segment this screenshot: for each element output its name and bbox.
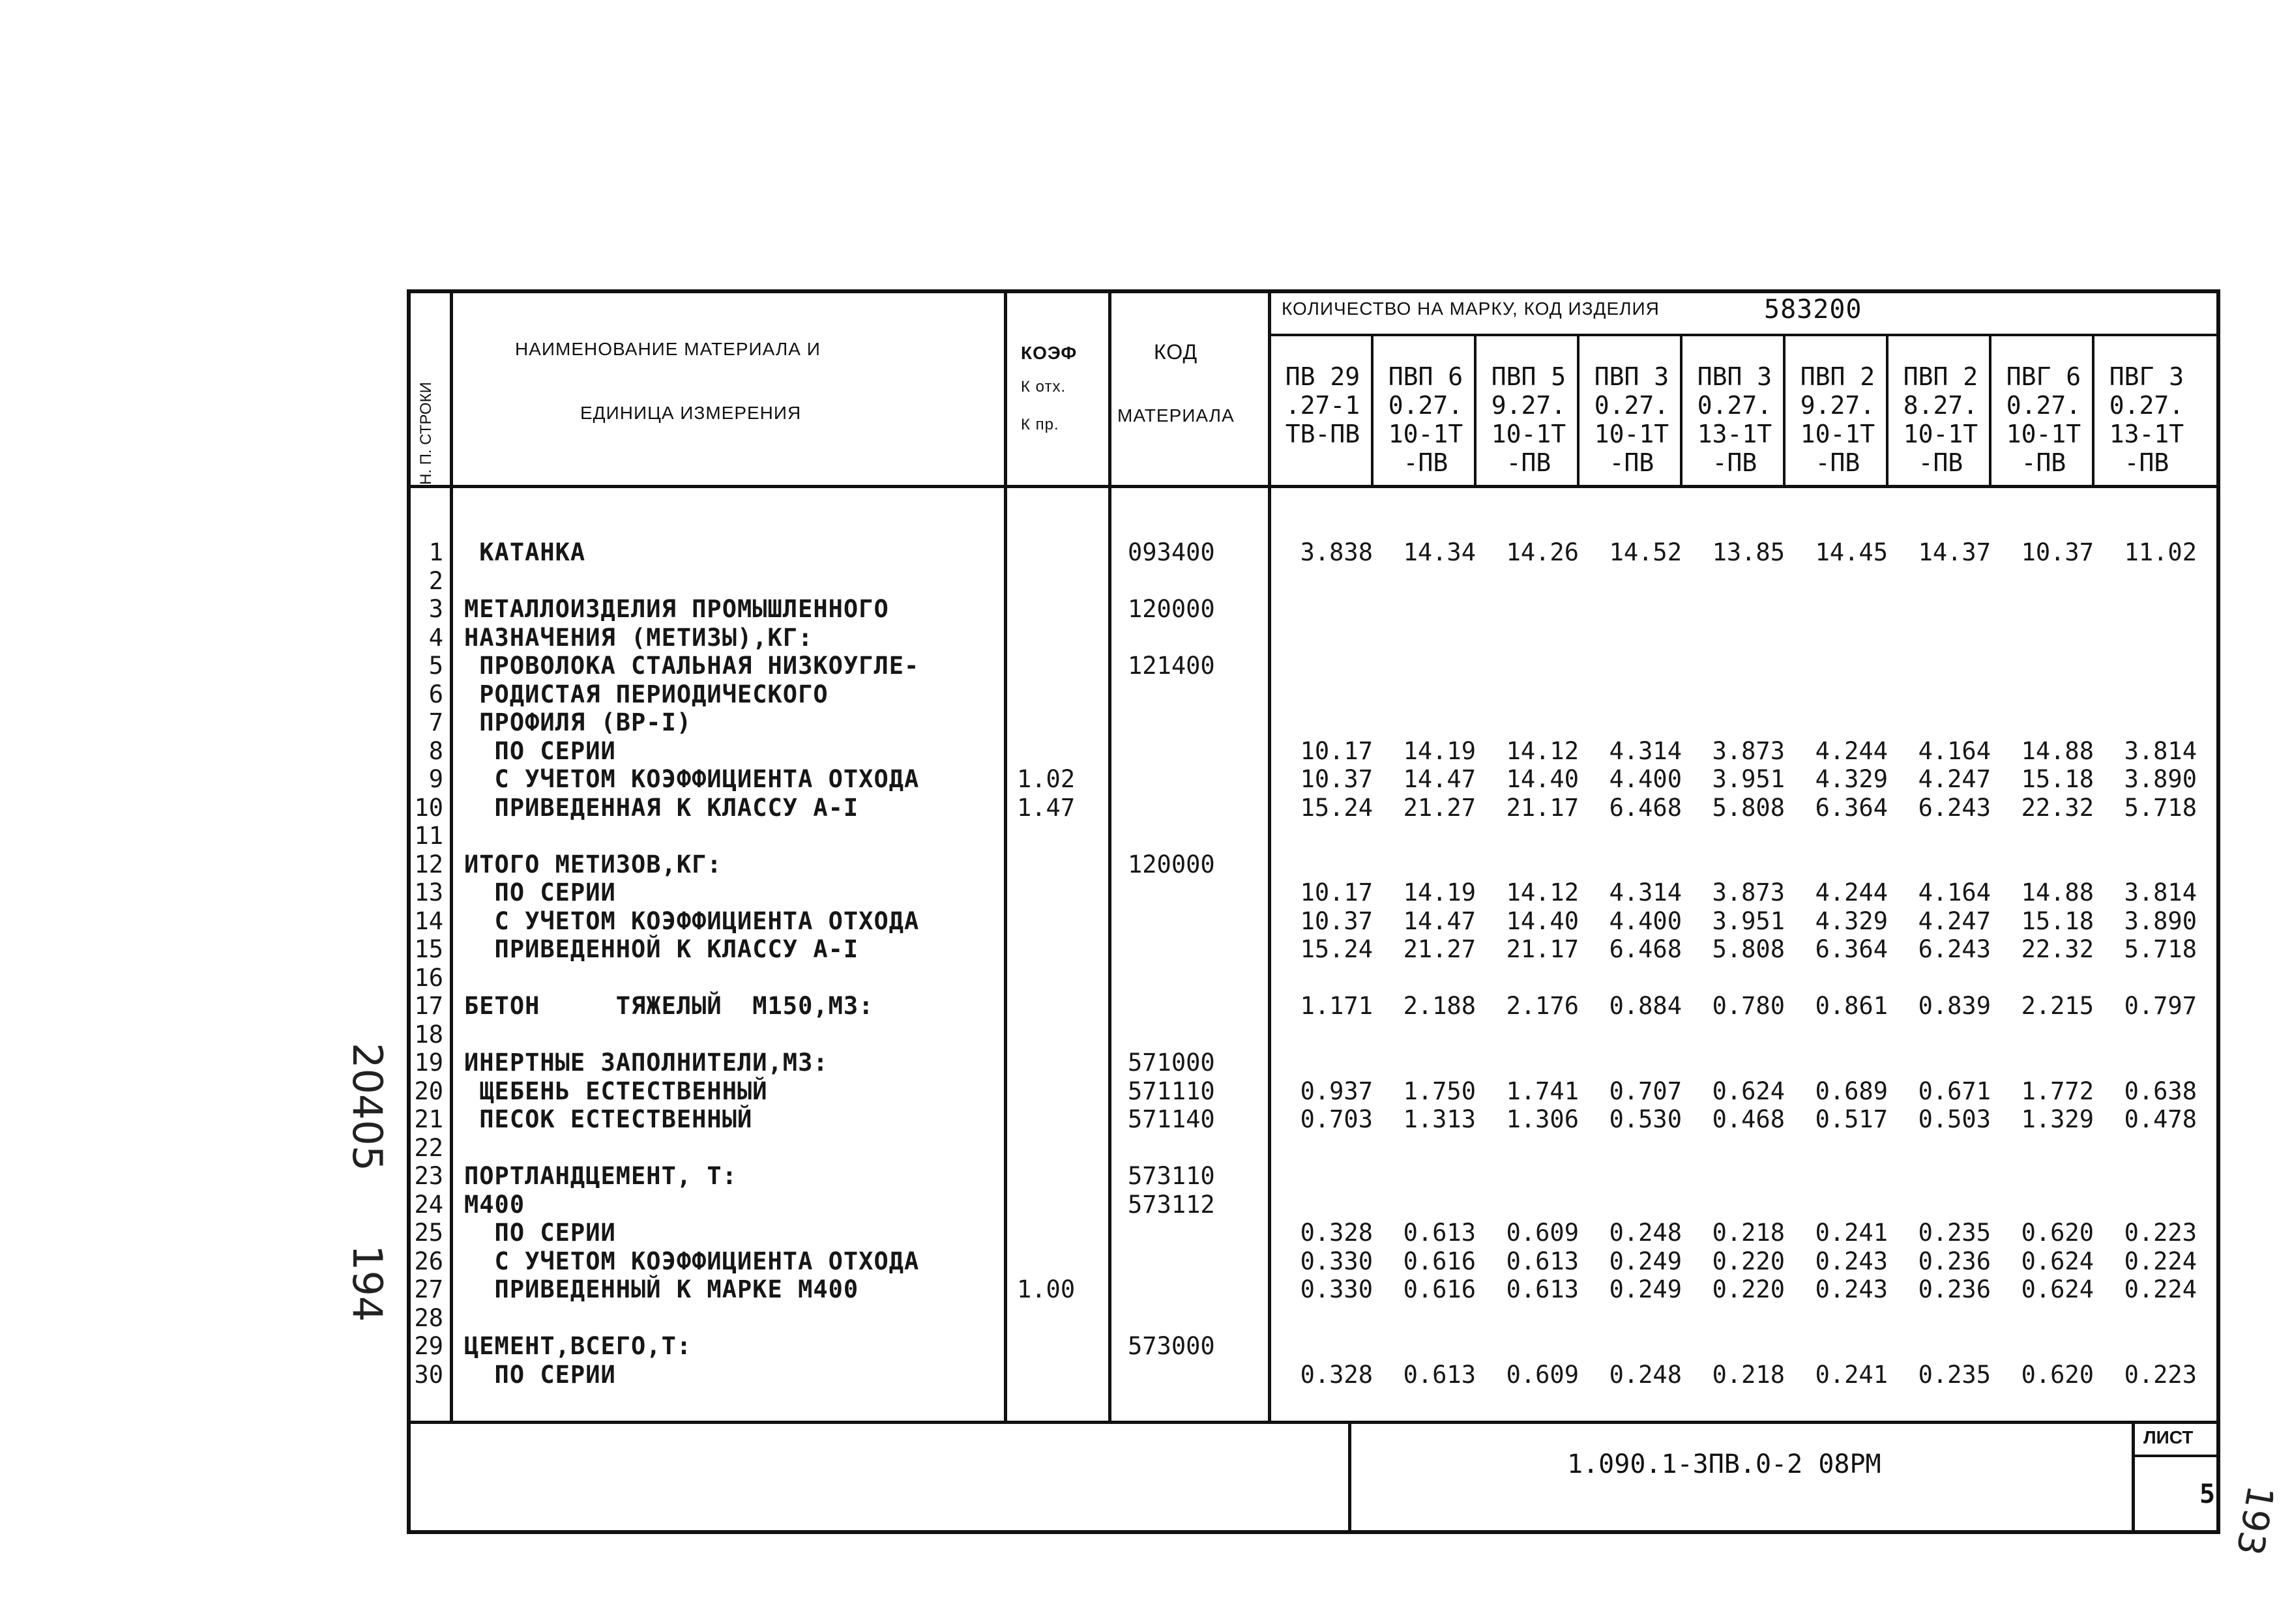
row-number: 17 — [414, 992, 443, 1020]
quantity-cell: 0.218 — [1712, 1219, 1785, 1247]
quantity-cell: 1.750 — [1403, 1077, 1476, 1105]
column-header-line: 10-1Т — [1800, 420, 1875, 448]
row-number: 14 — [414, 907, 443, 935]
quantity-cell: 0.249 — [1609, 1247, 1682, 1275]
quantity-cell: 0.624 — [1712, 1077, 1785, 1105]
row-number: 11 — [414, 822, 443, 850]
divider — [1268, 334, 2220, 336]
table-row — [0, 907, 2292, 936]
row-number: 22 — [414, 1134, 443, 1162]
row-number: 16 — [414, 964, 443, 992]
material-code: 121400 — [1128, 652, 1215, 680]
material-name: РОДИСТАЯ ПЕРИОДИЧЕСКОГО — [464, 680, 829, 708]
column-header-line: 9.27. — [1491, 391, 1566, 420]
quantity-cell: 10.37 — [2021, 538, 2094, 566]
row-number: 1 — [428, 538, 443, 566]
column-header — [2095, 362, 2198, 477]
quantity-cell: 10.17 — [1300, 878, 1373, 906]
divider — [407, 485, 2220, 488]
quantity-cell: 3.951 — [1712, 907, 1785, 935]
column-header-line: 0.27. — [1697, 391, 1772, 420]
sheet-number: 5 — [2199, 1479, 2216, 1509]
column-header-line: 10-1Т — [1903, 420, 1978, 448]
quantity-cell: 0.503 — [1918, 1105, 1991, 1133]
quantity-cell: 14.47 — [1403, 765, 1476, 793]
quantity-cell: 15.24 — [1300, 935, 1373, 963]
material-name: БЕТОН ТЯЖЕЛЫЙ М150,М3: — [464, 992, 874, 1020]
table-row — [0, 850, 2292, 879]
material-name: М400 — [464, 1191, 525, 1219]
material-name: ПОРТЛАНДЦЕМЕНТ, Т: — [464, 1162, 737, 1190]
coefficient: 1.47 — [1017, 794, 1076, 822]
quantity-cell: 21.17 — [1506, 794, 1579, 822]
quantity-cell: 0.478 — [2124, 1105, 2197, 1133]
quantity-cell: 0.839 — [1918, 992, 1991, 1020]
column-header — [1477, 362, 1580, 477]
quantity-cell: 6.364 — [1815, 794, 1888, 822]
quantity-cell: 22.32 — [2021, 794, 2094, 822]
quantity-cell: 6.243 — [1918, 935, 1991, 963]
quantity-cell: 6.243 — [1918, 794, 1991, 822]
column-header-line: 10-1Т — [1594, 420, 1669, 448]
coefficient: 1.00 — [1017, 1275, 1076, 1303]
quantity-cell: 0.248 — [1609, 1219, 1682, 1247]
column-header-line: 0.27. — [2006, 391, 2081, 420]
material-name: ЦЕМЕНТ,ВСЕГО,Т: — [464, 1332, 692, 1360]
table-row — [0, 624, 2292, 652]
material-name: МЕТАЛЛОИЗДЕЛИЯ ПРОМЫШЛЕННОГО — [464, 595, 889, 623]
row-number: 7 — [428, 708, 443, 736]
column-header-line: -ПВ — [1815, 448, 1860, 477]
quantity-cell: 14.88 — [2021, 878, 2094, 906]
quantity-cell: 1.772 — [2021, 1077, 2094, 1105]
column-header-line: ПВГ 3 — [2109, 362, 2184, 391]
coefficient: 1.02 — [1017, 765, 1076, 793]
material-name: ПО СЕРИИ — [464, 1219, 616, 1247]
row-number: 4 — [428, 624, 443, 652]
quantity-cell: 14.40 — [1506, 907, 1579, 935]
quantity-cell: 14.47 — [1403, 907, 1476, 935]
column-header-line: -ПВ — [1506, 448, 1551, 477]
table-row — [0, 935, 2292, 964]
quantity-cell: 0.235 — [1918, 1361, 1991, 1389]
quantity-cell: 4.400 — [1609, 765, 1682, 793]
column-header-line: 10-1Т — [1491, 420, 1566, 448]
material-name: С УЧЕТОМ КОЭФФИЦИЕНТА ОТХОДА — [464, 907, 920, 935]
quantity-cell: 14.52 — [1609, 538, 1682, 566]
quantity-cell: 0.224 — [2124, 1247, 2197, 1275]
quantity-cell: 5.808 — [1712, 794, 1785, 822]
table-row — [0, 652, 2292, 680]
code-header-line2: МАТЕРИАЛА — [1117, 405, 1235, 426]
column-header-line: 0.27. — [1388, 391, 1463, 420]
coef-header-line1: КОЭФ — [1021, 343, 1078, 363]
product-code: 583200 — [1764, 295, 1862, 325]
column-header-line: -ПВ — [1609, 448, 1654, 477]
quantity-cell: 1.171 — [1300, 992, 1373, 1020]
quantity-cell: 1.329 — [2021, 1105, 2094, 1133]
material-code: 120000 — [1128, 850, 1215, 878]
row-number: 28 — [414, 1304, 443, 1332]
table-row — [0, 878, 2292, 907]
material-name: НАЗНАЧЕНИЯ (МЕТИЗЫ),КГ: — [464, 624, 814, 652]
quantity-cell: 15.18 — [2021, 765, 2094, 793]
material-name: ПЕСОК ЕСТЕСТВЕННЫЙ — [464, 1105, 753, 1133]
quantity-cell: 14.40 — [1506, 765, 1579, 793]
coef-header-line3: К пр. — [1021, 416, 1059, 433]
quantity-cell: 14.34 — [1403, 538, 1476, 566]
quantity-cell: 2.215 — [2021, 992, 2094, 1020]
row-number: 9 — [428, 765, 443, 793]
quantity-cell: 15.18 — [2021, 907, 2094, 935]
quantity-cell: 4.247 — [1918, 907, 1991, 935]
material-name: КАТАНКА — [464, 538, 586, 566]
quantity-cell: 0.517 — [1815, 1105, 1888, 1133]
row-number: 26 — [414, 1247, 443, 1275]
quantity-cell: 0.241 — [1815, 1361, 1888, 1389]
table-row — [0, 765, 2292, 794]
material-name: ПО СЕРИИ — [464, 1361, 616, 1389]
column-header-line: 0.27. — [2109, 391, 2184, 420]
row-number: 18 — [414, 1021, 443, 1049]
quantity-cell: 3.814 — [2124, 878, 2197, 906]
quantity-cell: 0.249 — [1609, 1275, 1682, 1303]
column-header-line: ПВП 3 — [1594, 362, 1669, 391]
quantity-cell: 0.223 — [2124, 1219, 2197, 1247]
table-row — [0, 1191, 2292, 1219]
quantity-cell: 3.951 — [1712, 765, 1785, 793]
divider — [2132, 1421, 2135, 1534]
material-code: 571110 — [1128, 1077, 1215, 1105]
material-name: ПРИВЕДЕННАЯ К КЛАССУ А-I — [464, 794, 859, 822]
row-number: 21 — [414, 1105, 443, 1133]
column-header-line: -ПВ — [2124, 448, 2169, 477]
quantity-cell: 0.937 — [1300, 1077, 1373, 1105]
material-code: 571140 — [1128, 1105, 1215, 1133]
row-number: 12 — [414, 850, 443, 878]
quantity-cell: 14.12 — [1506, 878, 1579, 906]
quantity-cell: 0.638 — [2124, 1077, 2197, 1105]
column-header-line: 10-1Т — [2006, 420, 2081, 448]
quantity-cell: 0.620 — [2021, 1361, 2094, 1389]
row-number: 2 — [428, 567, 443, 595]
column-header-line: 13-1Т — [1697, 420, 1772, 448]
material-name: ПРОВОЛОКА СТАЛЬНАЯ НИЗКОУГЛЕ- — [464, 652, 920, 680]
material-name: С УЧЕТОМ КОЭФФИЦИЕНТА ОТХОДА — [464, 765, 920, 793]
column-header-line: ПВП 2 — [1903, 362, 1978, 391]
quantity-cell: 0.707 — [1609, 1077, 1682, 1105]
row-number: 6 — [428, 680, 443, 708]
column-header-line: ПВП 2 — [1800, 362, 1875, 391]
right-page-number: 193 — [2227, 1482, 2282, 1559]
row-number: 20 — [414, 1077, 443, 1105]
quantity-cell: 3.890 — [2124, 907, 2197, 935]
quantity-cell: 0.884 — [1609, 992, 1682, 1020]
column-header — [1889, 362, 1992, 477]
quantity-cell: 0.330 — [1300, 1247, 1373, 1275]
table-row — [0, 708, 2292, 737]
quantity-cell: 1.313 — [1403, 1105, 1476, 1133]
material-code: 573110 — [1128, 1162, 1215, 1190]
quantity-cell: 10.17 — [1300, 737, 1373, 765]
column-header-line: -ПВ — [1403, 448, 1448, 477]
quantity-cell: 0.613 — [1403, 1219, 1476, 1247]
table-row — [0, 538, 2292, 567]
column-header-line: ПВП 6 — [1388, 362, 1463, 391]
left-page-number: 194 — [344, 1245, 391, 1322]
quantity-cell: 6.468 — [1609, 935, 1682, 963]
table-row — [0, 680, 2292, 709]
quantity-cell: 1.741 — [1506, 1077, 1579, 1105]
name-header-line2: ЕДИНИЦА ИЗМЕРЕНИЯ — [580, 403, 802, 423]
quantity-cell: 14.26 — [1506, 538, 1579, 566]
quantity-cell: 4.329 — [1815, 907, 1888, 935]
column-header-line: ПВ 29 — [1285, 362, 1360, 391]
quantity-cell: 14.45 — [1815, 538, 1888, 566]
row-number: 30 — [414, 1361, 443, 1389]
quantity-cell: 5.718 — [2124, 794, 2197, 822]
quantity-cell: 0.624 — [2021, 1275, 2094, 1303]
quantity-cell: 10.37 — [1300, 765, 1373, 793]
quantity-cell: 2.176 — [1506, 992, 1579, 1020]
row-number-header: Н. П. СТРОКИ — [417, 382, 435, 485]
divider — [2132, 1455, 2220, 1457]
quantity-cell: 3.838 — [1300, 538, 1373, 566]
column-header — [1786, 362, 1889, 477]
quantity-cell: 3.873 — [1712, 737, 1785, 765]
quantity-cell: 5.718 — [2124, 935, 2197, 963]
material-name: С УЧЕТОМ КОЭФФИЦИЕНТА ОТХОДА — [464, 1247, 920, 1275]
quantity-cell: 0.530 — [1609, 1105, 1682, 1133]
column-header — [1271, 362, 1374, 448]
quantity-cell: 22.32 — [2021, 935, 2094, 963]
material-code: 571000 — [1128, 1049, 1215, 1077]
column-header-line: -ПВ — [1918, 448, 1963, 477]
quantity-cell: 4.164 — [1918, 737, 1991, 765]
column-header-line: ПВП 5 — [1491, 362, 1566, 391]
quantity-cell: 0.609 — [1506, 1219, 1579, 1247]
quantity-cell: 0.248 — [1609, 1361, 1682, 1389]
material-name: ИНЕРТНЫЕ ЗАПОЛНИТЕЛИ,М3: — [464, 1049, 829, 1077]
column-header-line: -ПВ — [1712, 448, 1757, 477]
quantity-cell: 2.188 — [1403, 992, 1476, 1020]
coef-header-line2: К отх. — [1021, 378, 1066, 396]
quantity-cell: 14.19 — [1403, 878, 1476, 906]
quantity-cell: 21.17 — [1506, 935, 1579, 963]
divider — [407, 1421, 2220, 1424]
quantity-cell: 0.620 — [2021, 1219, 2094, 1247]
column-header — [1683, 362, 1786, 477]
row-number: 8 — [428, 737, 443, 765]
quantity-cell: 4.164 — [1918, 878, 1991, 906]
column-header-line: ПВП 3 — [1697, 362, 1772, 391]
table-row — [0, 822, 2292, 850]
quantity-cell: 14.37 — [1918, 538, 1991, 566]
quantity-cell: 0.613 — [1506, 1275, 1579, 1303]
quantity-cell: 14.19 — [1403, 737, 1476, 765]
row-number: 13 — [414, 878, 443, 906]
quantity-cell: 4.244 — [1815, 737, 1888, 765]
quantity-cell: 0.220 — [1712, 1275, 1785, 1303]
quantity-cell: 13.85 — [1712, 538, 1785, 566]
quantity-cell: 14.88 — [2021, 737, 2094, 765]
quantity-cell: 0.616 — [1403, 1247, 1476, 1275]
column-header-line: 9.27. — [1800, 391, 1875, 420]
quantity-cell: 0.797 — [2124, 992, 2197, 1020]
quantity-cell: 0.236 — [1918, 1247, 1991, 1275]
table-row — [0, 794, 2292, 822]
column-header — [1374, 362, 1477, 477]
quantity-cell: 0.609 — [1506, 1361, 1579, 1389]
quantity-cell: 1.306 — [1506, 1105, 1579, 1133]
row-number: 24 — [414, 1191, 443, 1219]
quantity-cell: 10.37 — [1300, 907, 1373, 935]
material-code: 120000 — [1128, 595, 1215, 623]
quantity-cell: 4.247 — [1918, 765, 1991, 793]
table-row — [0, 1219, 2292, 1247]
quantity-cell: 0.703 — [1300, 1105, 1373, 1133]
quantity-cell: 4.314 — [1609, 878, 1682, 906]
quantity-cell: 21.27 — [1403, 935, 1476, 963]
quantity-cell: 0.220 — [1712, 1247, 1785, 1275]
column-header-line: .27-1 — [1285, 391, 1360, 420]
archive-number: 20405 — [344, 1043, 391, 1172]
row-number: 27 — [414, 1275, 443, 1303]
table-row — [0, 567, 2292, 596]
code-header-line1: КОД — [1154, 340, 1198, 364]
column-header-line: ТВ-ПВ — [1285, 420, 1360, 448]
quantity-cell: 11.02 — [2124, 538, 2197, 566]
quantity-cell: 5.808 — [1712, 935, 1785, 963]
name-header-line1: НАИМЕНОВАНИЕ МАТЕРИАЛА И — [515, 339, 821, 359]
table-row — [0, 1332, 2292, 1361]
quantity-cell: 6.468 — [1609, 794, 1682, 822]
table-row — [0, 964, 2292, 993]
material-name: ПО СЕРИИ — [464, 737, 616, 765]
row-number: 3 — [428, 595, 443, 623]
sheet-label: ЛИСТ — [2143, 1427, 2194, 1447]
column-header-line: ПВГ 6 — [2006, 362, 2081, 391]
row-number: 19 — [414, 1049, 443, 1077]
quantity-cell: 0.613 — [1506, 1247, 1579, 1275]
material-name: ПРИВЕДЕННЫЙ К МАРКЕ М400 — [464, 1275, 859, 1303]
column-header-line: 0.27. — [1594, 391, 1669, 420]
quantity-cell: 0.328 — [1300, 1219, 1373, 1247]
quantity-cell: 0.218 — [1712, 1361, 1785, 1389]
quantity-cell: 0.616 — [1403, 1275, 1476, 1303]
column-header-line: 8.27. — [1903, 391, 1978, 420]
quantity-cell: 4.244 — [1815, 878, 1888, 906]
column-header — [1992, 362, 2095, 477]
quantity-cell: 4.314 — [1609, 737, 1682, 765]
material-name: ИТОГО МЕТИЗОВ,КГ: — [464, 850, 722, 878]
table-row — [0, 992, 2292, 1021]
material-name: ПРОФИЛЯ (ВР-I) — [464, 708, 692, 736]
material-name: ПО СЕРИИ — [464, 878, 616, 906]
quantity-cell: 14.12 — [1506, 737, 1579, 765]
quantity-cell: 4.329 — [1815, 765, 1888, 793]
quantity-cell: 0.224 — [2124, 1275, 2197, 1303]
row-number: 23 — [414, 1162, 443, 1190]
quantity-cell: 0.236 — [1918, 1275, 1991, 1303]
quantity-cell: 0.241 — [1815, 1219, 1888, 1247]
row-number: 29 — [414, 1332, 443, 1360]
material-code: 573112 — [1128, 1191, 1215, 1219]
column-header-line: -ПВ — [2021, 448, 2066, 477]
quantity-cell: 0.235 — [1918, 1219, 1991, 1247]
quantity-cell: 0.468 — [1712, 1105, 1785, 1133]
column-header-line: 13-1Т — [2109, 420, 2184, 448]
quantity-cell: 3.814 — [2124, 737, 2197, 765]
row-number: 15 — [414, 935, 443, 963]
quantity-cell: 4.400 — [1609, 907, 1682, 935]
quantity-cell: 0.689 — [1815, 1077, 1888, 1105]
quantity-cell: 15.24 — [1300, 794, 1373, 822]
quantity-cell: 0.243 — [1815, 1275, 1888, 1303]
quantity-header: КОЛИЧЕСТВО НА МАРКУ, КОД ИЗДЕЛИЯ — [1282, 298, 1660, 319]
quantity-cell: 0.328 — [1300, 1361, 1373, 1389]
column-header — [1580, 362, 1683, 477]
divider — [1348, 1421, 1351, 1534]
quantity-cell: 6.364 — [1815, 935, 1888, 963]
row-number: 5 — [428, 652, 443, 680]
quantity-cell: 0.330 — [1300, 1275, 1373, 1303]
row-number: 10 — [414, 794, 443, 822]
quantity-cell: 0.861 — [1815, 992, 1888, 1020]
quantity-cell: 0.671 — [1918, 1077, 1991, 1105]
quantity-cell: 0.243 — [1815, 1247, 1888, 1275]
column-header-line: 10-1Т — [1388, 420, 1463, 448]
quantity-cell: 0.613 — [1403, 1361, 1476, 1389]
row-number: 25 — [414, 1219, 443, 1247]
quantity-cell: 3.890 — [2124, 765, 2197, 793]
material-code: 093400 — [1128, 538, 1215, 566]
quantity-cell: 3.873 — [1712, 878, 1785, 906]
quantity-cell: 0.223 — [2124, 1361, 2197, 1389]
table-row — [0, 1361, 2292, 1389]
quantity-cell: 21.27 — [1403, 794, 1476, 822]
table-row — [0, 595, 2292, 624]
material-name: ПРИВЕДЕННОЙ К КЛАССУ А-I — [464, 935, 859, 963]
quantity-cell: 0.780 — [1712, 992, 1785, 1020]
quantity-cell: 0.624 — [2021, 1247, 2094, 1275]
material-name: ЩЕБЕНЬ ЕСТЕСТВЕННЫЙ — [464, 1077, 768, 1105]
material-code: 573000 — [1128, 1332, 1215, 1360]
document-code: 1.090.1-3ПВ.0-2 08РМ — [1567, 1449, 1881, 1479]
table-row — [0, 737, 2292, 766]
